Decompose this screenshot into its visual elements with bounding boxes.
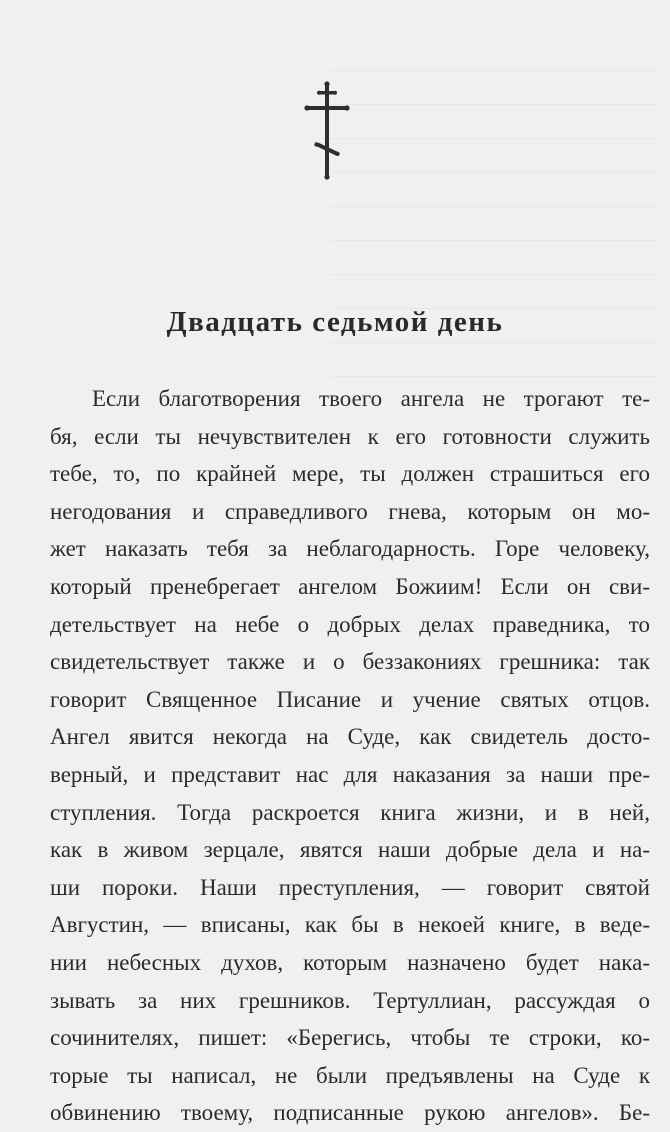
orthodox-cross-icon: [304, 80, 350, 180]
text-line: тебе, то, по крайней мере, ты должен страшиться его: [50, 461, 650, 487]
text-line: жет наказать тебя за неблагодарность. Горе человеку,: [50, 536, 650, 562]
text-line: Ангел явится некогда на Суде, как свидетель досто-: [50, 724, 650, 750]
text-line: торые ты написал, не были предъявлены на Суде к: [50, 1062, 650, 1088]
text-line: нии небесных духов, которым назначено будет нака-: [50, 949, 650, 975]
text-line: верный, и представит нас для наказания за наши пре-: [50, 761, 650, 787]
text-line: негодования и справедливого гнева, которым он мо-: [50, 498, 650, 524]
text-line: ступления. Тогда раскроется книга жизни, и в ней,: [50, 799, 650, 825]
bleed-through-texture: [330, 70, 660, 400]
text-line: Если благотворения твоего ангела не трогают те-: [92, 386, 650, 411]
text-line: который пренебрегает ангелом Божиим! Если он сви-: [50, 573, 650, 599]
text-line: говорит Священное Писание и учение святых отцов.: [50, 686, 650, 712]
text-line: детельствует на небе о добрых делах праведника, то: [50, 611, 650, 637]
text-line: бя, если ты нечувствителен к его готовности служить: [50, 423, 650, 449]
text-line: обвинению твоему, подписанные рукою ангелов». Бе-: [50, 1100, 650, 1126]
text-line: ши пороки. Наши преступления, — говорит святой: [50, 874, 650, 900]
text-line: Августин, — вписаны, как бы в некоей книге, в веде-: [50, 912, 650, 938]
body-text: [50, 380, 650, 1132]
text-line: зывать за них грешников. Тертуллиан, рассуждая о: [50, 987, 650, 1013]
chapter-heading: Двадцать седьмой день: [166, 306, 504, 338]
text-line: как в живом зерцале, явятся наши добрые дела и на-: [50, 837, 650, 863]
text-line: сочинителях, пишет: «Берегись, чтобы те строки, ко-: [50, 1025, 650, 1051]
text-line: свидетельствует также и о беззакониях грешника: так: [50, 649, 650, 675]
